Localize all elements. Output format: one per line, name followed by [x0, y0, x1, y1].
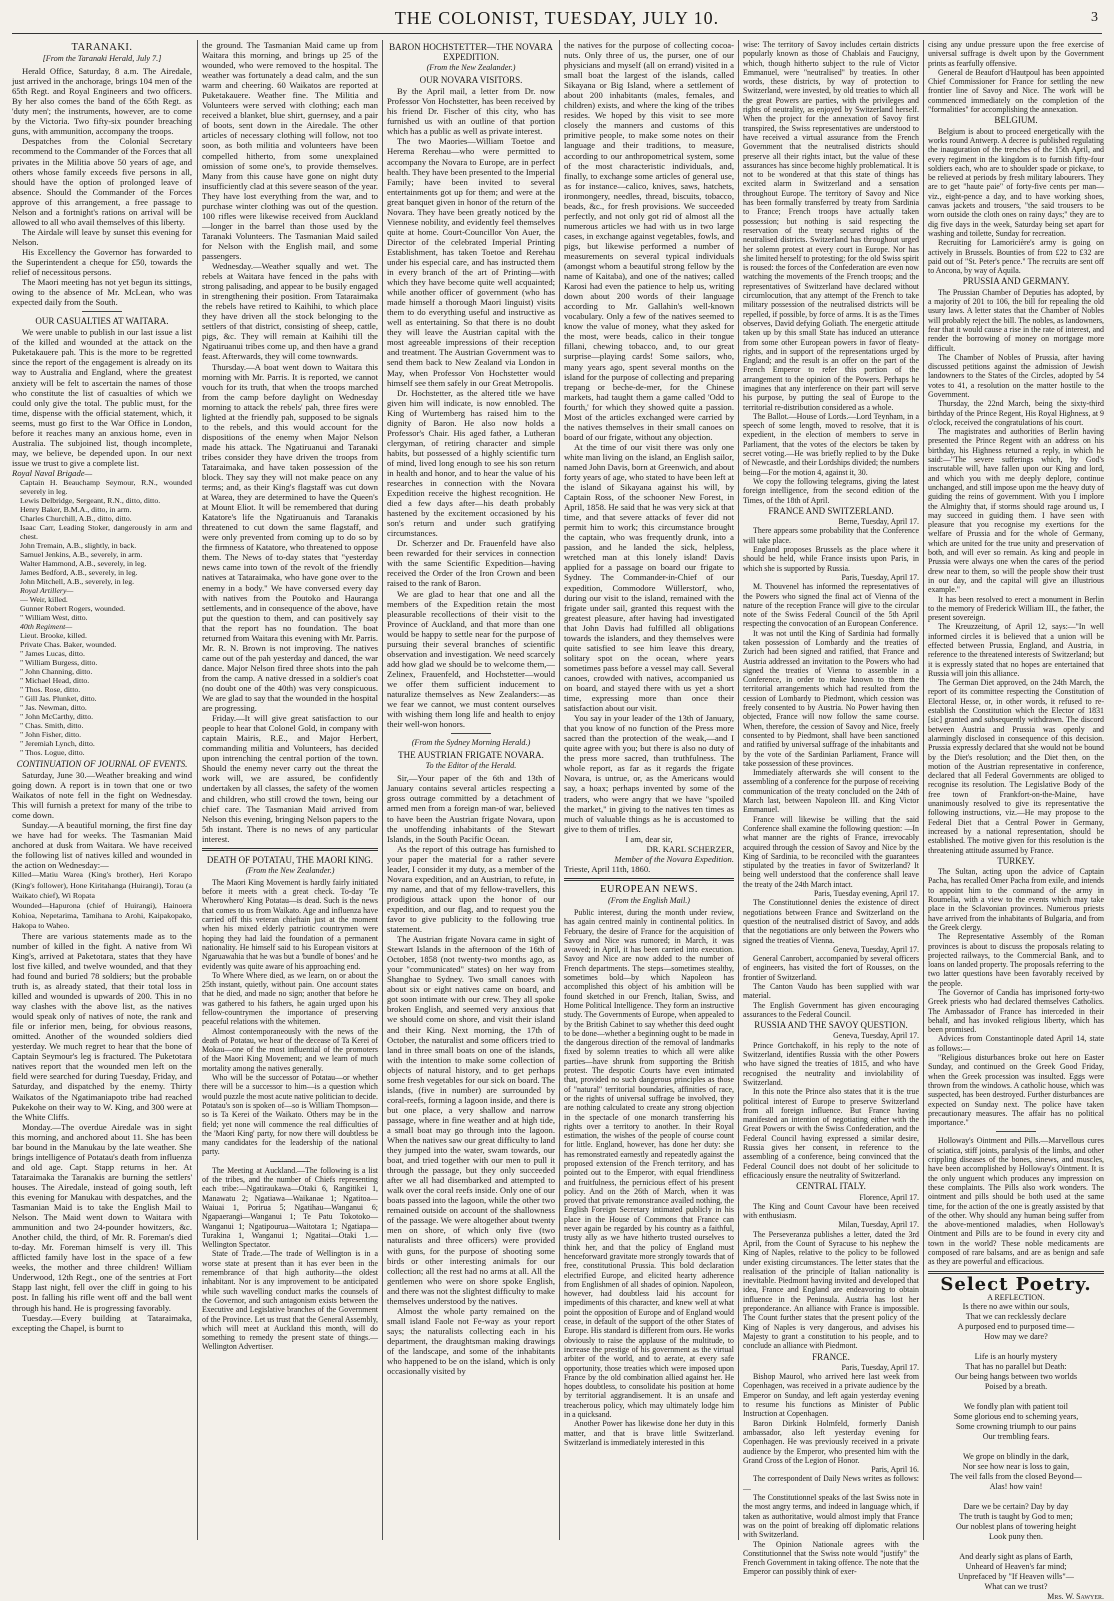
letter-signature: DR. KARL SCHERZER, [646, 843, 734, 854]
separator [996, 1131, 1036, 1132]
paragraph: The magistrates and authorities of Berlin having presented the Prince Regent with an address on his birthday, his Highness returned a reply, in which he said:—"The severe sufferings which, by God's inscrutable will, have fallen upon our King and lord, and which you with me deeply deplore, continue unchanged, and still impose upon me the heavy duty of guiding the reins of government. With you I implore the Almighty that, if storms should rage around us, I may succeed in guiding them. I have seen with pleasure that you recognise my exertions for the welfare of Prussia and for the whole of Germany, which are united for the true unity and preservation of both, and will ever so remain. As king and people in Prussia were always one when the cares of the period drew near to them, so will the people show their trust in our day, and the capital will give an illustrious example." [928, 427, 1104, 595]
paragraph: Almost contemporaneously with the news of the death of Potatau, we hear of the decease of Ta Kerei of Mokau—one of the most influential of the promoters of the Maori King Movement; and we learn of much mortality among the natives generally. [202, 1026, 378, 1073]
list-item: " William Burgess, ditto. [20, 657, 98, 667]
list-item: " Jeremiah Lynch, ditto. [20, 738, 95, 748]
paragraph: The Maori meeting has not yet begun its sittings, owing to the absence of Mr. McLean, who was expected daily from the South. [12, 277, 192, 308]
poem-line: Unheard of Heaven's far mind; [965, 1562, 1067, 1572]
dateline: Geneva, Tuesday, April 17. [833, 1031, 919, 1041]
poem-line: We fondly plan with patient toil [963, 1402, 1069, 1412]
dateline: Geneva, Tuesday, April 17. [833, 944, 919, 954]
paragraph: Herald Office, Saturday, 8 a.m. The Airedale, just arrived in the anchorage, brings 104 men of the 65th Regt. and Royal Engineers and two officers. By her also comes the band of the 65th Regt. as 'duty men'; the instruments, however, are to come by the Victoria. Two fifty-six pounder breaching guns, with ammunition, accompany the troops. [12, 66, 192, 137]
list-item: Captain H. Beauchamp Seymour, R.N., wounded severely in leg. [20, 477, 192, 496]
list-item: John Mitchell, A.B., severely, in leg. [20, 576, 135, 586]
list-item: Walter Hammond, A.B., severely, in leg. [20, 558, 147, 568]
paragraph: General Canrobert, accompanied by several officers of engineers, has visited the fort of Rousses, on the frontier of Switzerland. [743, 954, 919, 982]
paragraph: Saturday, June 30.—Weather breaking and wind going down. A report is in town that one or two Waikatos of note fell in the fight on Wednesday. This will furnish a pretext for many of the tribe to come down. [12, 770, 192, 821]
list-item: Gunner Robert Rogers, wounded. [20, 603, 126, 613]
paragraph: M. Thouvenel has informed the representatives of the Powers who signed the final act of Vienna of the nature of the reception France will give to the circular note of the Swiss Federal Council of the 5th April respecting the convocation of an European Conference. [743, 582, 919, 629]
paragraph: England proposes Brussels as the place where it should be held, while France insists upon Paris, in which she is supported by Russia. [743, 545, 919, 573]
column-4 [564, 40, 734, 1538]
list-item: Charles Churchill, A.B., ditto, ditto. [20, 513, 132, 523]
paragraph: Monday.—The overdue Airedale was in sight this morning, and anchored about 11. She has been bar bound in the Manukau by the late weather. She brings intelligence of Potatau's death from influenza and old age. Capt. Stapp returns in her. At Tataraimaka the Taranakis are burning the settlers' houses. The Airedale, instead of going south, left this evening for Manukau with despatches, and the Tasmanian Maid is to take the English Mail to Nelson. The Maid went down to Waitara with ammunition and two 24-pounder howitzers, &c. Another child, the third, of Mr. R. Foreman's died to-day. Mr. Foreman himself is very ill. This afflicted family have lost in the space of a few weeks, the mother and three children! William Underwood, 12th Regt., one of the sentries at Fort Stapp last night, fell over the cliff in going to his post. In falling his rifle went off and the ball went through his hand. He is progressing favorably. [12, 1121, 192, 1313]
column-divider [738, 40, 739, 1540]
article-heading-turkey: TURKEY. [997, 855, 1035, 866]
article-subheading: OUR NOVARA VISITORS. [419, 75, 523, 86]
list-item: " John Channing, ditto. [20, 666, 93, 676]
paragraph: The Representative Assembly of the Roman provinces is about to discuss the proposals relating to projected railways, to the Commercial Bank, and to loans on landed property. The proposals referring to the two latter questions have been favorably received by the people. [928, 932, 1104, 988]
wounded-list: Wounded—Hapurona (chief of Huirangi), Hainoera Kohioa, Nepetarima, Tamihana to Arohi, Kaipakopako, Hakopa to Waheo. [12, 900, 192, 930]
list-item: Samuel Jenkins, A.B., severely, in arm. [20, 549, 143, 559]
paragraph: cising any undue pressure upon the free exercise of universal suffrage is dwelt upon by the Government prints as fearfully offensive. [928, 40, 1104, 68]
list-item: " Chas. Smith, ditto. [20, 720, 84, 730]
article-source: (From the New Zealander.) [426, 63, 516, 73]
paragraph: Advices from Constantinople dated April 14, state as follows:— [928, 1034, 1104, 1053]
list-item: " Michael Head, ditto. [20, 675, 90, 685]
list-item: Royal Artillery— [20, 585, 74, 595]
article-heading-france-switzerland: FRANCE AND SWITZERLAND. [768, 505, 894, 516]
dateline: Paris, April 16. [871, 1465, 919, 1475]
list-item: " Thos. Logue, ditto. [20, 747, 85, 757]
paragraph: The two Maories—William Toetoe and Herema Rerehau—who were permitted to accompany the Novara to Europe, are in perfect health. They have been presented to the Imperial Family; have been invited to several entertainments got up for them; and were at the great banquet given in honor of the return of the Novara. They have been greatly noticed by the Viennese nobility, and evidently feel themselves quite at home. Court-Councillor Von Auer, the Director of the celebrated Imperial Printing Establishment, has taken Toetoe and Rerehau under his especial care, and has instructed them in every branch of the art of Printing—with which they have become quite well acquainted; while another officer of government (who has made himself a thorough Maori linguist) visits them to do everything useful and instructive as well as entertaining. So that there is no doubt they will leave the Austrian capital with the most agreeable impressions of their reception and treatment. The Austrian Government was to send them back to New Zealand via London in May, when Professor Von Hochstetter would himself see them safely in our Great Metropolis. [387, 136, 555, 388]
article-heading-central-italy: CENTRAL ITALY. [796, 1181, 866, 1192]
column-6 [928, 40, 1104, 1601]
article-source: (From the Sydney Morning Herald.) [411, 738, 531, 748]
poem-line: Is there no awe within our souls, [962, 1302, 1070, 1312]
poem-line [928, 1442, 1104, 1452]
article-heading-belgium: BELGIUM. [994, 115, 1038, 126]
article-heading-russia-savoy: RUSSIA AND THE SAVOY QUESTION. [754, 1020, 908, 1031]
masthead-rule [12, 33, 1102, 34]
paragraph: Almost the whole party remained on the small island Faole not Fe-way as your report says; the naturalists collecting each in his department, the draughtsman making drawings of the landscape, and some of the inhabitants who happened to be on the island, which is only occasionally visited by [387, 1305, 555, 1377]
article-source: (From the New Zealander.) [245, 865, 335, 875]
paragraph: the ground. The Tasmanian Maid came up from Waitara this morning, and brings up 25 of the wounded, who were removed to the hospital. The weather was fortunately a dead calm, and the sun warm and cheering. 60 Waikatos are reported at Puketakauere. Weather fine. The Militia and Volunteers were served with clothing; each man received a blanket, blue shirt, guernsey, and a pair of boots, sent down in the Airedale. The other articles of necessary clothing will follow, not too soon, as both militia and volunteers have been compelled hitherto, from some unexplained omission of some one's, to provide themselves. Many from this cause have gone on night duty insufficiently clad at this severe season of the year. They have lost everything from the war, and to purchase winter clothing was out of the question. 100 rifles were likewise received from Auckland—longer in the barrel than those used by the Taranaki Volunteers. The Tasmanian Maid sailed for Nelson with the English mail, and some passengers. [202, 40, 378, 261]
paragraph: Sunday.—A beautiful morning, the first fine day we have had for weeks. The Tasmanian Maid anchored at dusk from Waitara. We have received the following list of natives killed and wounded in the action on Wednesday:— [12, 820, 192, 871]
letter-dateline: Trieste, April 11th, 1860. [564, 863, 651, 874]
dateline: Berne, Tuesday, April 17. [838, 517, 919, 527]
poem-line: Life is an hourly mystery [974, 1352, 1058, 1362]
paragraph: The German Diet approved, on the 24th March, the report of its committee respecting the Constitution of Electoral Hesse, or, in other words, it refused to re-establish the Constitution which the Elector of 1831 [sic] granted and subsequently withdrawn. The discord between Austria and Prussia was openly and alarmingly disclosed in consequence of this decision. Prussia expressly declared that she would not be bound by the Diet's resolution; and the Diet then, on the motion of the Austrian representative in conference, declared that all Federal Governments are obliged to recognise its resolution. The Legislative Body of the free town of Frankfort-on-the-Maine, have unanimously resolved to give its representative the following instructions, viz.—He may propose to the Federal Diet that a Central Power in Germany, increased by a national representation, should be established. The motive given for this resolution is the threatening attitude assumed by France. [928, 678, 1104, 855]
paragraph: The Kreuzzeitung, of April 12, says:—"In well informed circles it is believed that a union will be effected between Prussia, England, and Austria, in reference to the threatened interests of Switzerland; but it is expressly stated that no hopes are entertained that Russia will join this alliance. [928, 622, 1104, 678]
article-heading-hochstetter: BARON HOCHSTETTER—THE NOVARA EXPEDITION. [389, 42, 553, 63]
paragraph: Tuesday.—Every building at Tataraimaka, excepting the Chapel, is burnt to [12, 1312, 192, 1333]
paragraph: The English Government has given encouraging assurances to the Federal Council. [743, 1000, 919, 1019]
paragraph: It was not until the King of Sardinia had formally taken possession of Lombardy and the treaties of Zurich had been signed and ratified, that France and Austria addressed an invitation to the Powers who had signed the treaties of Vienna to assemble in a Conference, in order to make known to them the territorial arrangements which had resulted from the cession of Lombardy to Piedmont, which cession was freely consented to by Austria. No Power having then objected, France will now follow the same course. When, therefore, the cession of Savoy and Nice, freely consented to by Piedmont, shall have been sanctioned and ratified by universal suffrage of the inhabitants and by the vote of the Sardinian Parliament, France will take possession of these provinces. [743, 628, 919, 768]
poem-line: Poised by a breath. [984, 1382, 1048, 1392]
poem-line: Our noblest plans of towering height [955, 1522, 1077, 1532]
list-item: Private Chas. Baker, wounded. [20, 639, 117, 649]
paragraph: The Canton Vaudo has been supplied with war material. [743, 981, 919, 1001]
paragraph: the natives for the purpose of collecting cocoa-nuts. Only three of us, the purser, one of our physicians and myself (all on errand) visited in a small boat the largest of the islands, called Sikayana or Big Island, where a settlement of about 200 inhabitants (males, females, and children) exists, and where the king of the tribes resides. We hoped by this visit to see more closely the manners and customs of this primitive people, to make some notes on their language and their traditions, to measure, according to our anthropometrical system, some of the most characteristic individuals, and, finally, to exchange some articles of general use, as for instance—calico, knives, saws, hatchets, ironmongery, needles, thread, biscuits, tobacco, beads, &c., for fresh provisions. We succeeded perfectly, and not only got rid of almost all the numerous articles we had with us in two large cases, in exchange against vegetables, fowls, and pigs, but likewise performed a number of measurements on several typical individuals (amongst whom a beautiful strong fellow by the name of Kaitaba), and one of the natives; called Karosi had even the patience to help us, writing down about 200 words of their language according to Mr. Gallahin's well-known vocabulary. Only a few of the natives seemed to know the value of money, what they asked for the most, were beads, calico in their tongue fillani, chewing tobacco, and, to our great surprise—playing cards! Some sailors, who, many years ago, spent several months on the island for the purpose of collecting and preparing trepang or beche-de-mer, for the Chinese markets, had taught them a game called 'Odd to fourth,' for which they showed quite a passion. Most of the articles exchanged were carried by the natives themselves in their small canoes on board of our frigate, without any objection. [564, 40, 734, 442]
separator [451, 733, 491, 734]
poem-line [928, 1342, 1104, 1352]
poem-line: Dare we be certain? Day by day [963, 1502, 1069, 1512]
paragraph: We are glad to hear that one and all the members of the Expedition retain the most pleasurable recollections of their visit to the Province of Auckland, and that more than one would be happy to settle near for the purpose of pursuing their several branches of scientific observation and investigation. We need scarcely add how glad we should be to welcome them,—Zelinex, Frauenfeld, and Hochstetter—would we offer them sufficient inducement to naturalize themselves as New Zealanders:—as we fear we cannot, we must content ourselves with wishing them long life and health to enjoy their well-won honors. [387, 588, 555, 730]
article-heading-potatau: DEATH OF POTATAU, THE MAORI KING. [206, 854, 374, 865]
paragraph: Sir,—Your paper of the 6th and 13th of January contains several articles respecting a gross outrage committed by a detachment of armed men from a foreign man-of war, believed to have been the Austrian frigate Novara, upon the unoffending inhabitants of the Stewart Islands, in the South Pacific Ocean. [387, 773, 555, 844]
paragraph: The Prussian Chamber of Deputies has adopted, by a majority of 201 to 106, the bill for repealing the old usury laws. A letter states that the Chamber of Nobles will probably reject the bill. The nobles, as landowners, fear that it would cause a rise in the rate of interest, and render the borrowing of money on mortgage more difficult. [928, 287, 1104, 353]
list-item: " Jas. Newman, ditto. [20, 702, 87, 712]
paragraph: Who will be the successor of Potatau—or whether there will be a successor to him—is a question which would puzzle the most acute native politician to decide. Potatau's son is spoken of—so is William Thompson—so is Ta Kerei of the Waikato. Others may be in the field; yet none will commence the real difficulties of the 'Maori King' party, for now there will doubtless be many candidates for the leadership of the national party. [202, 1073, 378, 1157]
article-heading-prussia: PRUSSIA AND GERMANY. [962, 276, 1070, 287]
newspaper-title: THE COLONIST, TUESDAY, JULY 10. [394, 8, 720, 28]
paragraph: The Austrian frigate Novara came in sight of Stewart Islands in the afternoon of the 16th of October, 1858 (not twenty-two months ago, as your "communicated" states) on her way from Shanghae to Sydney. Two small canoes with about six or eight natives came on board, and got soon intimate with our crew. They all spoke broken English, and seemed very anxious that we should come on shore, and visit their island and their King. Next morning, the 17th of October, the naturalist and some officers tried to land in three small boats on one of the islands, with the intention to make some collection of objects of natural history, and to get perhaps some fresh vegetables for our sick on board. The islands, (five in number) are surrounded by coral-reefs, forming a lagoon inside, and there is but one place, a very shallow and narrow passage, where in fine weather and at high tide, a small boat may go through into the lagoon. When the natives saw our great difficulty to land they jumped into the water, swam towards, our boat, and tried together with our men to pull it through the passage, but they only succeeded after we all had disembarked and attempted to walk over the coral reefs inside. Only one of our boats passed into the lagoon, while the other two remained outside on account of the shallowness of the passage. We were altogether about twenty men on shore, of which only five (two naturalists and three officers) were provided with guns, for the purpose of shooting some birds or other interesting animals for our collection; all the rest had no arms at all. All the gentlemen who were on shore spoke English, and there was not the slightest difficulty to make themselves understood by the natives. [387, 934, 555, 1306]
poem-line: The veil falls from the closed Beyond— [950, 1472, 1082, 1482]
paragraph: Wednesday.—Weather squally and wet. The rebels at Waitara have fenced in the pahs with strong palisading, and appear to be busily engaged in strengthening their position. From Tataraimaka the rebels have retired to Kaihihi, to which place they have driven all the stock belonging to the settlers of that district, consisting of sheep, cattle, pigs, &c. They will remain at Kaihihi till the Ngatiruanui tribes come up, and then have a grand feast. Afterwards, they will come townwards. [202, 261, 378, 362]
list-item: " Thos. Rose, ditto. [20, 684, 81, 694]
paragraph: The Opinion Nationale agrees with the Constitutionnel that the Swiss note would "justify" the French Government in taking offence. The note that the Emperor can possibly think of exer- [743, 1539, 919, 1577]
paragraph: By the April mail, a letter from Dr. now Professor Von Hochstetter, has been received by his friend Dr. Fischer of this city, who has furnished us with an outline of that portion which has a public as well as private interest. [387, 86, 555, 137]
dateline: Milan, Tuesday, April 17. [838, 1220, 919, 1230]
list-item: Lieut. Brooke, killed. [20, 630, 87, 640]
column-2 [202, 40, 378, 1538]
column-divider [559, 40, 560, 1540]
poem-body [928, 1302, 1104, 1592]
dateline: Florence, April 17. [859, 1192, 919, 1202]
paragraph: State of Trade.—The trade of Wellington is in a worse state at present than it has ever been in the remembrance of that high authority—the oldest inhabitant. Nor is any improvement to be anticipated while such wavelling conduct marks the counsels of the Governor, and such antagonism exists between the Executive and Legislative branches of the Government of the Province. Let us trust that the General Assembly, which will meet at Auckland this month, will do something to remedy the present state of things.—Wellington Advertiser. [202, 1249, 378, 1352]
dateline: Paris, Tuesday evening, April 17. [814, 889, 919, 899]
dateline: Paris, Tuesday, April 17. [841, 572, 919, 582]
list-item: " William West, ditto. [20, 612, 88, 622]
paragraph: The Maori King Movement is hardly fairly initiated before it meets with a great check. To-day 'Te Wherowhero' King Potatau—is dead. Such is the news that comes to us from Waikato. Age and influenza have carried off this veteran chieftain just at the moment when his mixed elderly patriotic countrymen were hoping they had laid the foundation of a permanent nationality. He himself said to his European visitors at Ngaruawahia that he was but a 'bundle of bones' and he evidently was quite aware of his approaching end. [202, 877, 378, 971]
list-item: " John McCarthy, ditto. [20, 711, 94, 721]
paragraph: Bishop Maurol, who arrived here last week from Copenhagen, was received in a private audience by the Emperor on Sunday, and left again yesterday evening to resume his functions as Minister of Public Instruction at Copenhagen. [743, 1372, 919, 1419]
paragraph: In this note the Prince also states that it is the true political interest of Europe to preserve Switzerland from all foreign influence. But France having manifested an intention of negotiating either with the Great Powers or with the Swiss Confederation, and the Federal Council having expressed a similar desire, Russia gives her consent, in reference to the assembling of a conference, being convinced that the Federal Council does not doubt of her solicitude to efficaciously ensure the neutrality of Switzerland. [743, 1087, 919, 1180]
poem-line: Some glorious end to scheming years, [953, 1412, 1079, 1422]
separator [564, 878, 734, 881]
paragraph: You say in your leader of the 13th of January, that you know of no function of the Press more sacred than the protection of the weak,—and I quite agree with you; but there is also no duty of the press more sacred, than truthfulness. The whole report, as far as it regards the frigate Novara, is untrue, or, as the Americans would say, a hoax; perhaps invented by some of the traders, who were angry that we have "spoiled the market," in giving to the natives ten times as much of valuable things as he is accustomed to give to them of trifles. [564, 713, 734, 834]
paragraph: The Perseveranza publishes a letter, dated the 3rd April, from the Count of Syracuse to his nephew the King of Naples, relative to the policy to be followed under existing circumstances. The letter states that the realisation of the principle of Italian nationality is inevitable. Piedmont having invited and developed that idea, France and England are endeavoring to obtain influence in the Peninsula. Austria has lost her preponderance. An alliance with France is impossible. The Count further states that the present policy of the King of Naples is very dangerous, and advises his Majesty to grant a constitution to his people, and to conclude an alliance with Piedmont. [743, 1229, 919, 1351]
paragraph: Dr. Hochstetter, as the altered title we have given him will indicate, is now ennobled. The King of Wurtemberg has raised him to the dignity of Baron. He also now holds a Professor's Chair. His aged father, a Lutheran clergyman, of retiring character and simple habits, but possessed of a highly scientific turn of mind, lived long enough to see his son return in health and honor, and to hear the value of his researches in connection with the Novara Expedition receive the highest recognition. He died a few days after—his death probably hastened by the excitement occasioned by his son's return and under such gratifying circumstances. [387, 387, 555, 539]
article-heading-france: FRANCE. [812, 1351, 850, 1362]
list-item: " Gill Jas. Plunket, ditto. [20, 693, 97, 703]
poem-line: Our being hangs between two worlds [954, 1372, 1078, 1382]
column-5 [743, 40, 919, 1577]
list-item: " John Fisher, ditto. [20, 729, 82, 739]
paragraph: There appears some probability that the Conference will take place. [743, 526, 919, 545]
article-source: [From the Taranaki Herald, July 7.] [42, 54, 162, 64]
separator [202, 848, 378, 851]
list-item: Isaac Carr, Leading Stoker, dangerously in arm and chest. [20, 522, 192, 541]
poem-line: What can we trust? [984, 1582, 1048, 1592]
paragraph: The Meeting at Auckland.—The following is a list of the tribes, and the number of Chiefs representing each tribe:—Ngatiraukawa—Otaki 6, Rangitikei 1, Manawatu 2; Ngatiawa—Waikanae 1; Ngatitoa—Waiuai 1, Porirua 5; Ngatihau—Wanganui 6; Ngapaerangi—Wanganui 1; Te Patu Tokotoko—Wanganui 1; Ngatipourua—Waitotara 1; Ngatiapa—Turakina 1, Wanganui 1; Ngatitai—Otaki 1.—Wellington Spectator. [202, 1165, 378, 1250]
letter-affiliation: Member of the Novara Expedition. [614, 853, 734, 864]
poem-line: That has no parallel but Death: [965, 1362, 1067, 1372]
paragraph: Friday.—It will give great satisfaction to our people to hear that Colonel Gold, in company with captain Mairis, R.E., and Major Herbert, commanding militia and Volunteers, has decided upon intrenching the central portion of the town. Should the enemy never carry out the threat the work will, we are assured, be confidently undertaken by all classes, the safety of the women and children, who still crowd the town, being our chief care. The Tasmanian Maid arrived from Nelson this evening, bringing Nelson papers to the 5th instant. There is no news of any particular interest. [202, 713, 378, 844]
separator [270, 1161, 310, 1162]
poem-line: The truth is taught by God to men; [959, 1512, 1073, 1522]
separator [82, 311, 122, 312]
list-item: James Bedford, A.B., severely, in leg. [20, 567, 138, 577]
dateline: Paris, Tuesday, April 17. [841, 1362, 919, 1372]
column-divider [923, 40, 924, 1540]
page-number: 3 [1091, 10, 1098, 25]
list-item: — Weir, killed. [20, 594, 68, 604]
letter-closing: I am, dear sir, [625, 833, 673, 844]
paragraph: At the time of our visit there was only one white man living on the island, an English sailor, named John Davis, born at Greenwich, and about forty years of age, who stated to have been left at the island of Sikayana against his will, by Captain Ross, of the schooner New Forest, in April, 1858. He said that he was very sick at that time, and that severe attacks of fever did not permit him to work; this circumstance brought the captain, who was frequently drunk, into a passion, and he landed the sick, helpless, wretched man at this lonely island! Davis applied for a passage on board our frigate to Sydney. The Commander-in-Chief of our expedition, Commodore Wüllerstorf, who, during our visit to the island, remained with the frigate under sail, granted this request with the greatest pleasure, after having had investigated that John Davis had fulfilled all obligations towards the islanders, and they themselves were quite satisfied to see him leave this dreary, solitary spot on the ocean, where years sometimes pass before a vessel may call. Several canoes, crowded with natives, accompanied us on board, and stayed there with us yet a short time, expressing more than once their satisfaction about our visit. [564, 441, 734, 714]
paragraph: Prince Gortchakoff, in his reply to the note of Switzerland, identifies Russia with the other Powers who have signed the treaties of 1815, and who have recognised the neutrality and inviolability of Switzerland. [743, 1040, 919, 1087]
paragraph: The Sultan, acting upon the advice of Captain Pacha, has recalled Omer Pacha from exile, and intends to appoint him to the command of the army in Roumelia, with a view to the events which may take place in the Sclavonian provinces. Numerous priests have arrived from the inhabitants of Bulgaria, and from the Greek clergy. [928, 867, 1104, 932]
poem-line: Alas! how vain! [989, 1482, 1043, 1492]
column-3 [387, 40, 555, 1538]
masthead [0, 2, 1114, 38]
poem-line: How may we dare? [984, 1332, 1048, 1342]
poem-line [928, 1392, 1104, 1402]
paragraph: Another Power has likewise done her duty in this matter, and that is brave little Switzerland. Switzerland is immediately interested in this [564, 1419, 734, 1447]
paragraph: His Excellency the Governor has forwarded to the Superintendent a cheque for £50, towards the relief of necessitous persons. [12, 246, 192, 278]
list-item: " James Lucas, ditto. [20, 648, 85, 658]
paragraph: Public interest, during the month under review, has again centred mainly in continental politics. In February, the desire of France for the acquisition of Savoy and Nice was rumored; in March, it was avowed; in April, it has been carried into execution. Savoy and Nice are now added to the number of French departments. The steps—sometimes stealthy, sometimes bold—by which Napoleon has accomplished this object of his ambition will be found sketched in our French, Italian, Swiss, and Home Political Intelligence. They form an instructive study. The Governments of Europe, when appealed to by the British Cabinet to say whether this deed ought to be done—whether a beginning ought to be made in the dangerous direction of the removal of landmarks fixed by solemn treaties to which all were alike parties—have shrunk from supporting the British protest. The despotic Courts have even intimated that, provided no such dangerous principles as those of "natural" territorial boundaries, affinities of race, or the rights of universal suffrage be involved, they are nothing calculated to create any strong objection in the spectacle of one monarch transferring his rights over a territory to another. In their Royal estimation, the wishes of the people of course count for little. England, however, has done her duty: she has remonstrated earnestly and repeatedly against the proposed extension of the French territory, and has pointed out to the Emperor, with equal friendliness and fruitfulness, the pernicious effect of his present policy. And on the 26th of March, when it was proved that private remonstrance availed nothing, the English Foreign Secretary intimated publicly in his place in the House of Commons that France can never again be regarded by his country as a faithful, trusty ally as we have hitherto trusted ourselves to think her, and that the policy of England must henceforward gravitate more strongly towards that of free, constitutional Prussia. This bold declaration electrified Europe, and elicited hearty adherence from Englishmen of all shades of opinion. Napoleon, however, had doubtless laid his account for impediments of this character, and knew well at what point the opposition of Europe and of England would cease, in default of the support of the other States of Europe. His standard is different from ours. He works obviously to raise the applause of the multitude, to increase the prestige of his government as the virtual arbiter of the world, and to aerate, at every safe opportunity, those treaties which were imposed upon France by the old combination allied against her. He hopes doubtless, to consolidate his position at home by territorial aggrandisement. It is an unsafe and treacherous policy, which may ultimately lodge him in a quicksand. [564, 907, 734, 1420]
article-heading-european-news: EUROPEAN NEWS. [600, 883, 698, 895]
paragraph: We were unable to publish in our last issue a list of the killed and wounded at the attack on the Puketakauere pah. This is the more to be regretted since the report of the engagement is already on its way to Australia and England, where the greatest anxiety will be felt to ascertain the names of those who constitute the list of casualties of which we could only give the total. The public must, for the time, dispense with the official statement, which, it seems, must go first to the War Office in London, before it reaches many an anxious home, even in Australia. The subjoined list, though incomplete, may, we believe, be depended upon. In our next issue we trust to give a complete list. [12, 327, 192, 468]
paragraph: The Airdale will leave by sunset this evening for Nelson. [12, 226, 192, 247]
paragraph: The Constitutionnel denies the existence of direct negotiations between France and Switzerland on the question of the neutralised district of Savoy, and adds that the negotiations are only between the Powers who signed the treaties of Vienna. [743, 898, 919, 945]
killed-list: Killed—Matiu Warea (King's brother), Heri Korapo (King's follower), Hone Kiritahanga (Huirangi), Torau (a Waikato chief), Wi Ropata [12, 870, 192, 900]
poem-title: A REFLECTION. [987, 1292, 1045, 1302]
paragraph: As the report of this outrage has furnished to your paper the material for a rather severe leader, I consider it my duty, as a member of the Novara expedition, and an Austrian, to refute, in my name, and that of my fellow-travellers, this prodigious attack upon the honor of our expedition, and our flag, and to request you the favor to give publicity to the following true statement. [387, 843, 555, 935]
poem-line: A purposed end to purposed time— [957, 1322, 1075, 1332]
paragraph: Despatches from the Colonial Secretary recommend to the Commander of the Forces that all privates in the Militia above 50 years of age, and others whose family exceeds five persons in all, should have the option of prolonged leave of absence. Should the Commander of the Forces approve of this arrangement, a free passage to Nelson and a fortnight's rations on arrival will be allowed to all who avail themselves of this liberty. [12, 136, 192, 227]
poem-line [928, 1492, 1104, 1502]
paragraph: The Governor of Candia has imprisoned forty-two Greek priests who had declared themselves Catholics. The Ambassador of France has interceded in their behalf, and has invoked religious liberty, which has been promised. [928, 987, 1104, 1035]
poem-line: Some crowning triumph to our pains [955, 1422, 1077, 1432]
poetry-section-header: Select Poetry. [940, 1273, 1092, 1295]
column-1 [12, 40, 192, 1538]
list-item: John Tremain, A.B., slightly, in back. [20, 540, 137, 550]
paragraph: Dr. Scherzer and Dr. Frauenfeld have also been rewarded for their services in connection with the same Scientific Expedition—having received the Order of the Iron Crown and been raised to the rank of Baron. [387, 538, 555, 589]
poem-line: We grope on blindly in the dark, [963, 1452, 1069, 1462]
column-divider [382, 40, 383, 1540]
paragraph: Belgium is about to proceed energetically with the works round Antwerp. A decree is published regulating the inauguration of the trenches of the 15th April, and every regiment in the kingdom is to furnish fifty-four soldiers each, who are to shoulder spade or pickaxe, to be relieved at periods by fresh military labourers. They are to get "haute paie" of forty-five cents per man—viz., eight-pence a day, and to have working shoes, canvas jackets and trousers, "the said trousers to be worn outside the cloth ones on rainy days;" they are to dig five days in the week, Saturday being set apart for washing and toilette, Sunday for recreation. [928, 126, 1104, 238]
paragraph: General de Beaufort d'Hautpoul has been appointed Chief Commissioner for France for settling the new frontier line of Savoy and Nice. The work will be commenced immediately on the completion of the "formalities" for accomplishing the annexation. [928, 67, 1104, 115]
paragraph: "Religious disturbances broke out here on Easter Sunday, and continued on the Greek Good Friday, when the Greek procession was insulted. Eggs were thrown from the windows. A catholic house, which was suspected, has been destroyed. Further disturbances are expected on Sunday next. The police have taken precautionary measures. The affair has no political importance." [928, 1053, 1104, 1128]
list-item: Lewis Delbridge, Sergeant, R.N., ditto, ditto. [20, 495, 161, 505]
list-title: Royal Naval Brigade— [12, 467, 93, 478]
article-heading-novara: THE AUSTRIAN FRIGATE NOVARA. [398, 750, 544, 761]
paragraph: To Where Where died, as we learn, on or about the 25th instant, quietly, without pain. One account states that he died, and made no sign; another that before he was gathered to his fathers, he again urged upon his fellow-countrymen the importance of preserving peaceful relations with the whitemen. [202, 970, 378, 1027]
poem-line: Unprefaced by "If Heaven wills"— [958, 1572, 1074, 1582]
poem-line: Nor see how near is loss to gain, [962, 1462, 1070, 1472]
advertisement-holloway: Holloway's Ointment and Pills.—Marvellous cures of sciatica, stiff joints, paralysis of the limbs, and other crippling diseases of the bones, sinews, and muscles, have been accomplished by Holloway's Ointment. It is the only unguent which produces any impression on these complaints. The Pills also work wonders. The ointment and pills should be both used at the same time, for the action of the one is greatly assisted by that of the other. Why should any human being suffer from the above-mentioned maladies, when Holloway's Ointment and Pills are to be found in every city and town in the world? These noble medicaments are composed of rare balsams, and are as benign and safe as they are powerful and efficacious. [928, 1136, 1104, 1267]
paragraph: It has been resolved to erect a monument in Berlin to the memory of Frederick William III., the father, the present sovereign. [928, 594, 1104, 623]
paragraph: There are various statements made as to the number of killed in the fight. A native from Wi King's, arrived at Paketotara, states that they have lost five killed, and twelve wounded, and that they had found and buried 78 soldiers; but the probable truth is, as already stated, that their total loss in killed and wounded is upwards of 200. This in no way clashes with the above list, as the natives would speak only of natives of note, the rank and file or inferior men, being, for obvious reasons, omitted. Another of the wounded soldiers died yesterday. We much regret to hear that the bone of Captain Seymour's leg is fractured. The Puketotara natives report that the wounded men left on the field were searched for during Tuesday, Friday, and Saturday, and dispatched by the enemy. Thirty Waikatos of the Ngatimaniapoto tribe had reached Pukekohe on their way to W. King, and 300 were at the White Cliffs. [12, 930, 192, 1122]
column-divider [197, 40, 198, 1540]
poem-line: Our trembling fears. [982, 1432, 1050, 1442]
paragraph: The Chamber of Nobles of Prussia, after having discussed petitions against the admission of Jewish landowners to the States of the Circles, adopted by 54 votes to 41, a resolution on the matter hostile to the Government. [928, 352, 1104, 399]
paragraph: We copy the following telegrams, giving the latest foreign intelligence, from the second edition of the Times, of the 18th of April. [743, 476, 919, 505]
list-item: 40th Regiment— [20, 621, 73, 631]
paragraph: The Ballot.—House of Lords.—Lord Teynham, in a speech of some length, moved to resolve, that it is expedient, in the election of members to serve in Parliament, that the votes of the electors be taken by secret voting.—He was briefly replied to by the Duke of Newcastle, and their Lordships divided; the numbers being—For the motion 4, against it, 30. [743, 411, 919, 477]
paragraph: The Constitutionnel speaks of the last Swiss note in the most angry terms, and indeed in language which, if taken as authoritative, would almost imply that France was on the point of breaking off diplomatic relations with Switzerland. [743, 1493, 919, 1540]
list-item: Henry Baker, B.M.A., ditto, in arm. [20, 504, 132, 514]
paragraph: The King and Count Cavour have been received with enthusiasm. [743, 1201, 919, 1221]
article-source: (From the English Mail.) [607, 895, 690, 905]
paragraph: The correspondent of Daily News writes as follows:— [743, 1474, 919, 1493]
article-heading-casualties: OUR CASUALTIES AT WAITARA. [35, 316, 169, 327]
article-dedication: To the Editor of the Herald. [425, 761, 517, 771]
paragraph: France will likewise be willing that the said Conference shall examine the following question: —In what manner are the rights of France, irrevocably acquired through the cession of Savoy and Nice by the King of Sardinia, to be reconciled with the guarantees stipulated by the treaties in favor of Switzerland? It being well understood that the conference shall leave the treaty of the 24th March intact. [743, 814, 919, 889]
paragraph: Recruiting for Lamoricière's army is going on actively in Brussels. Bounties of from £22 to £32 are paid out of "St. Peter's pence." The recruits are sent off to Ancona, by way of Aquila. [928, 238, 1104, 276]
poem-line: And dearly sight as plans of Earth, [959, 1552, 1073, 1562]
poem-line [928, 1542, 1104, 1552]
article-heading-taranaki: TARANAKI. [71, 42, 133, 53]
poem-line: Look puny then. [989, 1532, 1043, 1542]
paragraph: Thursday, the 22nd March, being the sixty-third birthday of the Prince Regent, His Royal Highness, at 9 o'clock, received the congratulations of his court. [928, 399, 1104, 427]
paragraph: Baron Dirkink Holmfeld, formerly Danish ambassador, also left yesterday evening for Copenhagen. He was previously received in a private audience by the Emperor, who presented him with the Grand Cross of the Legion of Honor. [743, 1418, 919, 1465]
article-heading-journal: CONTINUATION OF JOURNAL OF EVENTS. [16, 758, 188, 769]
poem-line: That we can recklessly declare [965, 1312, 1067, 1322]
paragraph: wise: The territory of Savoy includes certain districts popularly known as those of Chablais and Faucigny, which, though hitherto subject to the rule of Victor Emmanuel, were "neutralised" by treaties. In other words, these districts, by way of protection to Switzerland, were invested, by old treaties to which all the great Powers are parties, with the privileges and rights of neutrality, as enjoyed by Switzerland herself. When the project for the annexation of Savoy first transpired, the Swiss representatives are understood to have received a virtual assurance from the French Government that the neutralised districts should preserve all their rights intact, but the value of these assurances has since become highly problematical. It is not to be wondered at that this state of things has excited alarm in Switzerland and a sensation throughout Europe. The territory of Savoy and Nice has been formally transferred by treaty from Sardinia to France; French troops have actually taken possession; but nothing is said respecting the reservation of the treaty secured rights of the neutralised districts. Switzerland has throughout urged her solemn protest at every court in Europe. Nor has she limited herself to protesting; for the old Swiss spirit is roused: the forces of the Confederation are even now watching the movements of the French troops; and the representatives of Switzerland have declared without circumlocution, that any attempt of the French to take military possession of the neutralised districts will be repelled, if possible, by force of arms. It is as the Times observes, David defying Goliath. The energetic attitude taken up by this small State has induced an utterance from some other European powers in favor of fleaty-rights, and in support of the representations urged by England; and the result is an offer on the part of the French Emperor to refer this portion of the arrangement to the opinion of the Powers. Perhaps he imagines that any interference on their part will serve his purpose, by putting the seal of Europe to the territorial re-distribution considered as a whole. [743, 40, 919, 412]
poem-author: Mrs. W. Sawyer. [1047, 1592, 1104, 1601]
paragraph: Thursday.—A boat went down to Waitara this morning with Mr. Parris. It is reported, we cannot vouch for its truth, that when the troops marched from the camp before daylight on Wednesday morning to attack the rebels' pah, three fires were lighted at the friendly pah, supposed to be signals to the rebels, and this would account for the dispositions of the enemy when Major Nelson made his attack. The Ngatiruanui and Taranaki tribes consider they have driven the troops from Tataraimaka, and have taken possession of the block. They say they will not make peace on any terms; and, as their King's flagstaff was cut down at Warea, they are determined to have the Queen's at Mount Eliot. It will be remembered that during Katatore's life the Ngatiruanuis and Taranakis threatened to cut down the same flagstaff, and were only prevented from coming up to do so by the firmness of Katatore, who threatened to oppose them. The News of to-day states that "yesterday news came into town of the revolt of the friendly natives at Tataraimaka, who have gone over to the enemy in a body." We have conversed every day with natives from the Poutoko and Hauranga settlements, and in consequence of the above, have put the question to them, and can positively say that the report has no foundation. The boat returned from Waitara this evening with Mr. Parris. Mr. R. N. Brown is not improving. The natives came out of the pah yesterday and danced, the war dance. Major Nelson fired three shots into the pah from the camp. A native dressed in a soldier's coat (no doubt one of the 40th) was very conspicuous. We are glad to say that the wounded in the hospital are progressing. [202, 361, 378, 714]
paragraph: Immediately afterwards she will consent to the assembling of a conference for the purpose of receiving communication of the treaty concluded on the 24th of March last, between Napoleon III. and King Victor Emmanuel. [743, 768, 919, 815]
casualty-list [12, 478, 192, 757]
